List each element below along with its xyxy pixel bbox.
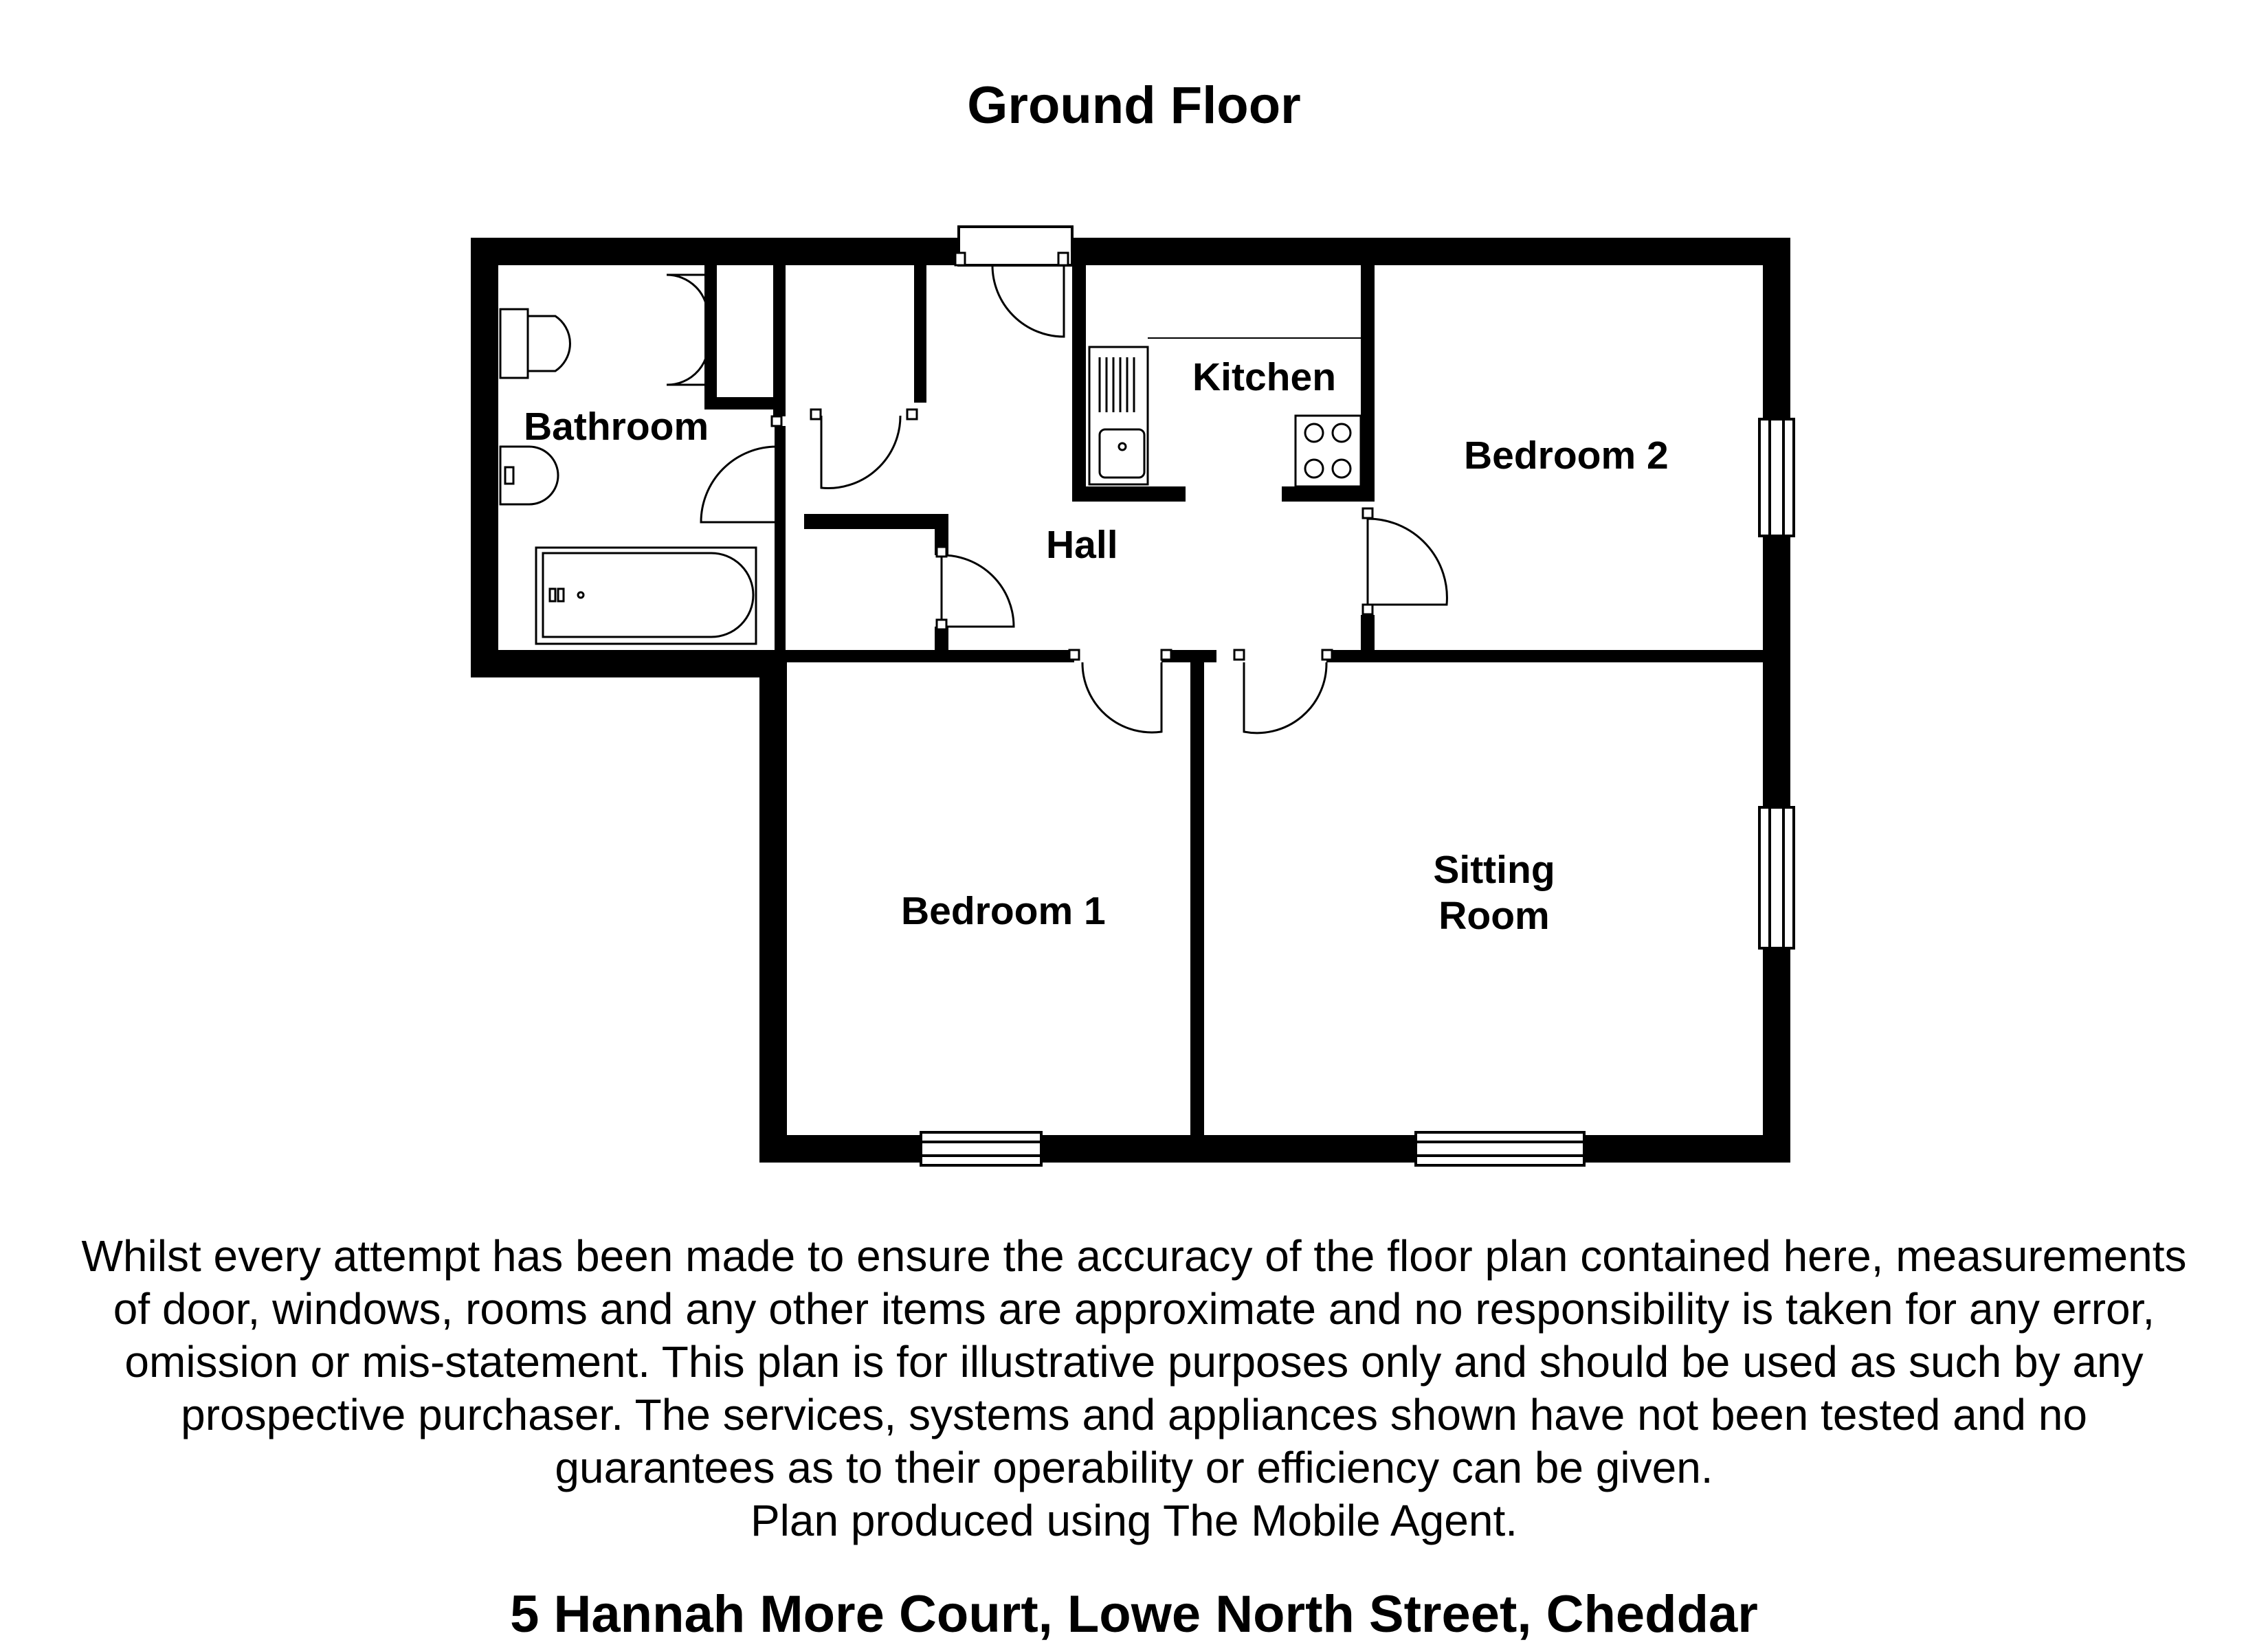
disclaimer-line: Whilst every attempt has been made to ensure the accuracy of the floor plan contained here, measurements	[81, 1231, 2187, 1281]
bedroom-2-door-swing	[1368, 519, 1447, 605]
hob-icon	[1296, 416, 1361, 486]
disclaimer-line: prospective purchaser. The services, systems and appliances shown have not been tested and no	[181, 1390, 2087, 1439]
bathroom-door-swing	[701, 426, 777, 522]
window-sitting-room	[1759, 807, 1794, 948]
exterior-walls	[471, 238, 1790, 1163]
cupboard-door-1-swing	[821, 416, 900, 488]
disclaimer	[0, 1230, 2268, 1547]
room-label-sitting-room-line1: Sitting	[1433, 848, 1555, 892]
disclaimer-line: guarantees as to their operability or efficiency can be given.	[555, 1443, 1713, 1492]
sitting-room-door-swing	[1244, 662, 1326, 733]
disclaimer-line: omission or mis-statement. This plan is for illustrative purposes only and should be used as such by any	[124, 1337, 2144, 1387]
entrance-door-frame	[959, 227, 1072, 265]
room-label-bedroom-1: Bedroom 1	[901, 889, 1106, 933]
room-label-hall: Hall	[1046, 523, 1118, 567]
bathroom-cupboard-door-bottom	[667, 337, 709, 385]
bathroom-cupboard-door-top	[667, 275, 708, 316]
room-label-bedroom-2: Bedroom 2	[1464, 434, 1669, 478]
room-label-bathroom: Bathroom	[524, 405, 709, 449]
bedroom-1-door-swing	[1082, 662, 1161, 732]
room-label-sitting-room-line2: Room	[1438, 894, 1550, 938]
toilet-icon	[500, 309, 570, 378]
property-address: 5 Hannah More Court, Lowe North Street, Cheddar	[510, 1585, 1758, 1644]
hall-cupboard-door-swing	[942, 555, 1014, 627]
room-label-kitchen: Kitchen	[1192, 355, 1337, 399]
entrance-door-swing	[992, 265, 1064, 337]
window-sitting-room-bottom	[1416, 1132, 1584, 1165]
floor-title: Ground Floor	[967, 76, 1301, 135]
window-bedroom-2	[1759, 419, 1794, 536]
window-bedroom-1	[921, 1132, 1041, 1165]
room-labels	[524, 355, 1669, 938]
bathroom-sink-icon	[500, 447, 558, 504]
disclaimer-line: of door, windows, rooms and any other items are approximate and no responsibility is taken for any error,	[113, 1284, 2155, 1334]
disclaimer-line: Plan produced using The Mobile Agent.	[750, 1496, 1518, 1545]
kitchen-sink-icon	[1089, 347, 1148, 484]
bath-icon	[536, 548, 756, 644]
